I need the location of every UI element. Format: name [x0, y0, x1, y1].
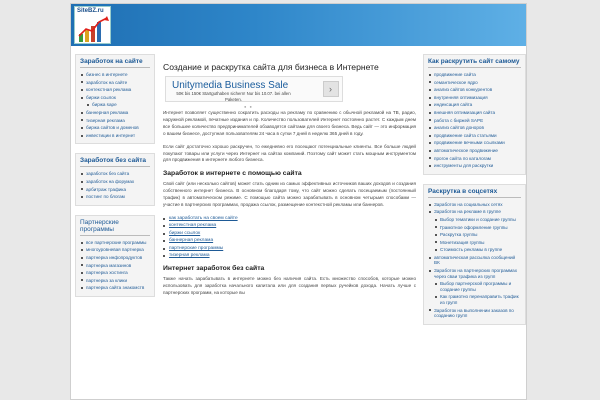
- box-title: Заработок на сайте: [80, 58, 150, 68]
- sidebar-link[interactable]: биржи ссылок: [80, 94, 150, 102]
- content-link[interactable]: как заработать на своем сайте: [163, 215, 416, 222]
- sidebar-link[interactable]: инструменты для раскрутки: [428, 162, 521, 170]
- intro-paragraph: Интернет позволяет существенно сократить расходы на рекламу по сравнению с обычной рекламой на ТВ, радио, наружной рекламой, печатные издания и пр. Количество пользователей Интернет постоянно растет. С каждым днем все большее количество предпринимателей обзаводятся сайтами для своего бизнеса. Ведь сайт — это информация о вашем бизнесе, доступная пользователям 24 часа в сутки 7 дней в неделю 365 дней в году.: [163, 110, 416, 136]
- site-header: [71, 4, 527, 46]
- logo-text: SiteBZ.ru: [77, 8, 104, 14]
- sidebar-link[interactable]: биржа сайтов и доменов: [80, 124, 150, 132]
- box-title: Как раскрутить сайт самому: [428, 58, 521, 68]
- main-content: [163, 62, 416, 303]
- content-link[interactable]: биржи ссылок: [163, 230, 416, 237]
- sidebar-link[interactable]: прогон сайта по каталогам: [428, 155, 521, 163]
- sidebar-link[interactable]: баннерная реклама: [80, 109, 150, 117]
- sidebar-link[interactable]: Заработок на рекламе в группе: [428, 208, 521, 216]
- sidebar-box-site-earnings: [75, 54, 155, 144]
- paragraph: Если сайт достаточно хорошо раскручен, то ежедневно его посещают потенциальные клиенты. Все больше людей покупают товары или услуги через Интернет на сайтах компаний. Поэтому сайт может стать мощным инструментом для продвижения в интернете любого бизнеса.: [163, 143, 416, 163]
- content-link[interactable]: тизерная реклама: [163, 252, 416, 259]
- sidebar-link[interactable]: бизнес в интернете: [80, 71, 150, 79]
- box-title: Раскрутка в соцсетях: [428, 188, 521, 198]
- sidebar-link[interactable]: партнерка хостинга: [80, 269, 150, 277]
- sidebar-link[interactable]: заработок на форумах: [80, 178, 150, 186]
- sidebar-link[interactable]: партнерка сайта знакомств: [80, 284, 150, 292]
- section-heading: Интернет заработок без сайта: [163, 265, 265, 273]
- sidebar-link[interactable]: автоматическая рассылка сообщений ВК: [428, 254, 521, 267]
- sidebar-link[interactable]: биржа sape: [80, 101, 150, 109]
- section-heading: Заработок в интернете с помощью сайта: [163, 170, 302, 178]
- sidebar-link[interactable]: Раскрутка группы: [428, 231, 521, 239]
- sidebar-link[interactable]: Заработок на выполнении заказов по созданию групп: [428, 307, 521, 320]
- content-link[interactable]: баннерная реклама: [163, 237, 416, 244]
- sidebar-link[interactable]: все партнерские программы: [80, 239, 150, 247]
- page-container: [70, 3, 527, 400]
- sidebar-link[interactable]: индексация сайта: [428, 101, 521, 109]
- ad-title[interactable]: Unitymedia Business Sale: [172, 80, 289, 91]
- content-link[interactable]: партнерские программы: [163, 245, 416, 252]
- page-title: Создание и раскрутка сайта для бизнеса в Интернете: [163, 62, 379, 72]
- sidebar-link[interactable]: автоматическое продвижение: [428, 147, 521, 155]
- sidebar-link[interactable]: партнерка за клики: [80, 277, 150, 285]
- sidebar-link[interactable]: Выбор тематики и создание группы: [428, 216, 521, 224]
- sidebar-link[interactable]: партнерка инфопродуктов: [80, 254, 150, 262]
- sidebar-box-no-site-earnings: [75, 153, 155, 205]
- paragraph: Также начать зарабатывать в интернете можно без наличия сайта. Есть множество способов, которые можно использовать для заработка начального капитала или для создания первых ручейков дохода. Начать лучше с партнерских программ, на которые вы: [163, 276, 416, 296]
- ad-open-button[interactable]: [323, 81, 339, 97]
- box-title: Партнерские программы: [80, 219, 150, 236]
- sidebar-box-affiliate-programs: [75, 215, 155, 297]
- sidebar-link[interactable]: постинг по блогам: [80, 193, 150, 201]
- paragraph: Свой сайт (или несколько сайтов) может стать одним из самых эффективных источников ваших доходов и создания собственного интернет бизнеса. В основном благодаря тому, что сайт можно сделать посещаемым (постоянный трафик) в автоматическом режиме. С помощью сайта можно зарабатывать в основном четырьмя способами — участие в партнерских программах, продажа ссылок, размещение контекстной рекламы или баннеров.: [163, 181, 416, 208]
- growth-chart-icon: [77, 16, 110, 43]
- content-link[interactable]: контекстная реклама: [163, 222, 416, 229]
- sidebar-link[interactable]: продвижение вечными ссылками: [428, 139, 521, 147]
- sidebar-link[interactable]: семантическое ядро: [428, 79, 521, 87]
- sidebar-link[interactable]: Стоимость рекламы в группе: [428, 246, 521, 254]
- ad-banner[interactable]: [165, 76, 343, 109]
- sidebar-box-social-promotion: [423, 184, 526, 325]
- sidebar-link[interactable]: продвижение сайта: [428, 71, 521, 79]
- sidebar-link[interactable]: Выбор партнерской программы и создание группы: [428, 280, 521, 293]
- sidebar-link[interactable]: многоуровневая партнерка: [80, 246, 150, 254]
- sidebar-link[interactable]: заработок без сайта: [80, 170, 150, 178]
- sidebar-link[interactable]: Заработок на социальных сетях: [428, 201, 521, 209]
- ad-subtitle: 50€ bis 150€ Startguthaben sichern! Nur bis 10.07. bei allen Paketen.: [176, 91, 291, 102]
- sidebar-link[interactable]: внешняя оптимизация сайта: [428, 109, 521, 117]
- sidebar-link[interactable]: инвестиции в интернет: [80, 132, 150, 140]
- sidebar-link[interactable]: заработок на сайте: [80, 79, 150, 87]
- right-sidebar: [423, 54, 526, 334]
- sidebar-link[interactable]: продвижение сайта статьями: [428, 132, 521, 140]
- chevron-right-icon: ›: [329, 84, 332, 94]
- site-logo[interactable]: [74, 6, 111, 44]
- sidebar-link[interactable]: внутренняя оптимизация: [428, 94, 521, 102]
- sidebar-link[interactable]: тизерная реклама: [80, 117, 150, 125]
- sidebar-link[interactable]: Монетизация группы: [428, 239, 521, 247]
- sidebar-link[interactable]: анализ сайтов конкурентов: [428, 86, 521, 94]
- sidebar-link[interactable]: анализ сайтов доноров: [428, 124, 521, 132]
- sidebar-link[interactable]: работа с биржей SAPE: [428, 117, 521, 125]
- box-title: Заработок без сайта: [80, 157, 150, 167]
- sidebar-box-site-promotion: [423, 54, 526, 175]
- sidebar-link[interactable]: арбитраж трафика: [80, 186, 150, 194]
- sidebar-link[interactable]: партнерка магазинов: [80, 262, 150, 270]
- sidebar-link[interactable]: Заработок на партнерских программах через сваи трафика из групп: [428, 267, 521, 280]
- ad-pager-dots[interactable]: ● ●: [244, 104, 253, 109]
- left-sidebar: [75, 54, 155, 306]
- sidebar-link[interactable]: контекстная реклама: [80, 86, 150, 94]
- sidebar-link[interactable]: Как грамотно перенаправить трафик из групп: [428, 293, 521, 306]
- sidebar-link[interactable]: Грамотное оформление группы: [428, 224, 521, 232]
